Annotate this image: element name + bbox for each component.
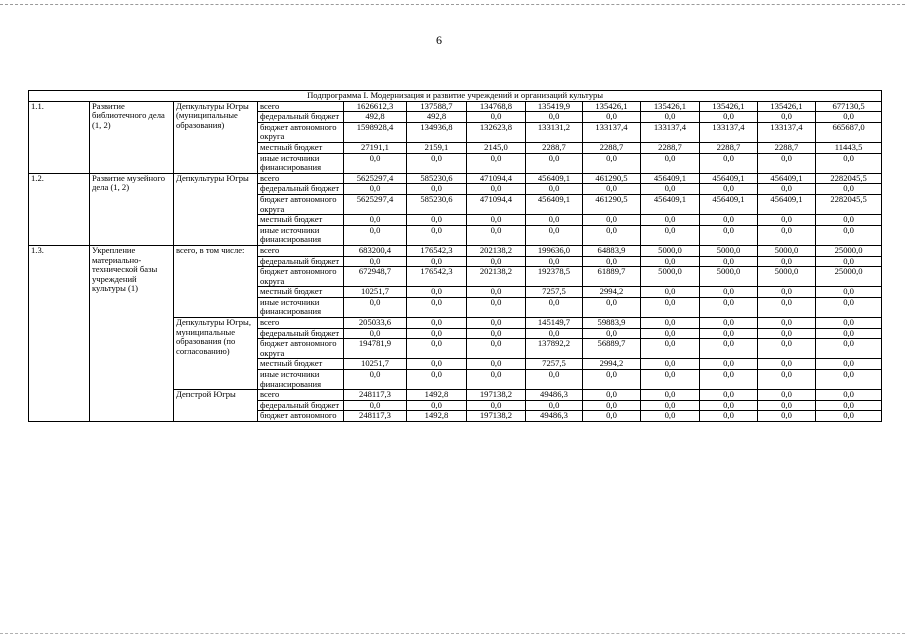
funding-source-cell: всего xyxy=(258,390,344,401)
value-cell: 0,0 xyxy=(816,390,882,401)
value-cell: 0,0 xyxy=(758,184,816,195)
value-cell: 0,0 xyxy=(467,215,526,226)
value-cell: 0,0 xyxy=(700,400,758,411)
value-cell: 0,0 xyxy=(344,256,407,267)
value-cell: 0,0 xyxy=(407,153,467,173)
value-cell: 2288,7 xyxy=(583,142,641,153)
value-cell: 0,0 xyxy=(526,297,583,317)
value-cell: 2994,2 xyxy=(583,287,641,298)
value-cell: 456409,1 xyxy=(758,173,816,184)
value-cell: 0,0 xyxy=(344,215,407,226)
value-cell: 0,0 xyxy=(816,328,882,339)
value-cell: 145149,7 xyxy=(526,318,583,329)
subprogram-title-row xyxy=(29,91,882,102)
value-cell: 471094,4 xyxy=(467,194,526,214)
value-cell: 10251,7 xyxy=(344,287,407,298)
value-cell: 137588,7 xyxy=(407,101,467,112)
value-cell: 0,0 xyxy=(344,153,407,173)
value-cell: 0,0 xyxy=(816,287,882,298)
value-cell: 64883,9 xyxy=(583,245,641,256)
value-cell: 5625297,4 xyxy=(344,194,407,214)
value-cell: 492,8 xyxy=(407,112,467,123)
value-cell: 0,0 xyxy=(641,411,700,422)
funding-source-cell: иные источники финансирования xyxy=(258,153,344,173)
value-cell: 0,0 xyxy=(700,153,758,173)
value-cell: 132623,8 xyxy=(467,122,526,142)
value-cell: 2288,7 xyxy=(758,142,816,153)
value-cell: 197138,2 xyxy=(467,390,526,401)
value-cell: 2288,7 xyxy=(526,142,583,153)
value-cell: 133137,4 xyxy=(700,122,758,142)
value-cell: 197138,2 xyxy=(467,411,526,422)
value-cell: 0,0 xyxy=(344,370,407,390)
value-cell: 585230,6 xyxy=(407,194,467,214)
value-cell: 0,0 xyxy=(700,390,758,401)
value-cell: 7257,5 xyxy=(526,359,583,370)
value-cell: 0,0 xyxy=(344,328,407,339)
value-cell: 5000,0 xyxy=(700,267,758,287)
value-cell: 0,0 xyxy=(583,328,641,339)
value-cell: 133137,4 xyxy=(758,122,816,142)
value-cell: 192378,5 xyxy=(526,267,583,287)
value-cell: 0,0 xyxy=(467,328,526,339)
value-cell: 1598928,4 xyxy=(344,122,407,142)
value-cell: 0,0 xyxy=(816,153,882,173)
value-cell: 1492,8 xyxy=(407,411,467,422)
item-number: 1.2. xyxy=(29,173,90,245)
value-cell: 0,0 xyxy=(758,215,816,226)
funding-source-cell: местный бюджет xyxy=(258,215,344,226)
value-cell: 135426,1 xyxy=(700,101,758,112)
value-cell: 0,0 xyxy=(700,359,758,370)
value-cell: 2282045,5 xyxy=(816,194,882,214)
value-cell: 0,0 xyxy=(758,225,816,245)
value-cell: 665687,0 xyxy=(816,122,882,142)
value-cell: 0,0 xyxy=(700,112,758,123)
value-cell: 0,0 xyxy=(700,215,758,226)
value-cell: 0,0 xyxy=(758,400,816,411)
value-cell: 0,0 xyxy=(407,297,467,317)
value-cell: 194781,9 xyxy=(344,339,407,359)
value-cell: 0,0 xyxy=(583,215,641,226)
item-name: Развитие библиотечного дела (1, 2) xyxy=(90,101,174,173)
value-cell: 0,0 xyxy=(700,370,758,390)
funding-source-cell: местный бюджет xyxy=(258,142,344,153)
value-cell: 0,0 xyxy=(641,153,700,173)
value-cell: 135419,9 xyxy=(526,101,583,112)
value-cell: 0,0 xyxy=(758,112,816,123)
value-cell: 0,0 xyxy=(467,297,526,317)
value-cell: 456409,1 xyxy=(758,194,816,214)
value-cell: 0,0 xyxy=(700,411,758,422)
table-row xyxy=(29,101,882,112)
value-cell: 137892,2 xyxy=(526,339,583,359)
funding-source-cell: федеральный бюджет xyxy=(258,112,344,123)
value-cell: 248117,3 xyxy=(344,411,407,422)
value-cell: 134936,8 xyxy=(407,122,467,142)
value-cell: 205033,6 xyxy=(344,318,407,329)
executor-cell: Депкультуры Югры (муниципальные образования) xyxy=(174,101,258,173)
value-cell: 0,0 xyxy=(407,370,467,390)
value-cell: 133137,4 xyxy=(583,122,641,142)
value-cell: 0,0 xyxy=(758,153,816,173)
value-cell: 0,0 xyxy=(700,256,758,267)
value-cell: 5000,0 xyxy=(758,267,816,287)
value-cell: 0,0 xyxy=(816,370,882,390)
value-cell: 461290,5 xyxy=(583,173,641,184)
value-cell: 0,0 xyxy=(467,153,526,173)
value-cell: 176542,3 xyxy=(407,245,467,256)
value-cell: 0,0 xyxy=(467,400,526,411)
value-cell: 0,0 xyxy=(816,112,882,123)
item-number: 1.3. xyxy=(29,245,90,421)
value-cell: 5000,0 xyxy=(641,245,700,256)
value-cell: 0,0 xyxy=(583,112,641,123)
value-cell: 677130,5 xyxy=(816,101,882,112)
value-cell: 176542,3 xyxy=(407,267,467,287)
value-cell: 0,0 xyxy=(526,184,583,195)
value-cell: 0,0 xyxy=(467,370,526,390)
value-cell: 471094,4 xyxy=(467,173,526,184)
value-cell: 49486,3 xyxy=(526,390,583,401)
value-cell: 0,0 xyxy=(641,318,700,329)
value-cell: 56889,7 xyxy=(583,339,641,359)
value-cell: 135426,1 xyxy=(583,101,641,112)
value-cell: 0,0 xyxy=(467,339,526,359)
value-cell: 0,0 xyxy=(816,215,882,226)
item-name: Развитие музейного дела (1, 2) xyxy=(90,173,174,245)
value-cell: 0,0 xyxy=(700,339,758,359)
funding-source-cell: федеральный бюджет xyxy=(258,256,344,267)
value-cell: 5000,0 xyxy=(641,267,700,287)
value-cell: 0,0 xyxy=(641,370,700,390)
value-cell: 5000,0 xyxy=(758,245,816,256)
value-cell: 0,0 xyxy=(816,339,882,359)
value-cell: 0,0 xyxy=(758,370,816,390)
funding-source-cell: всего xyxy=(258,173,344,184)
executor-cell: Депстрой Югры xyxy=(174,390,258,422)
value-cell: 25000,0 xyxy=(816,267,882,287)
value-cell: 0,0 xyxy=(526,256,583,267)
value-cell: 2288,7 xyxy=(641,142,700,153)
value-cell: 5000,0 xyxy=(700,245,758,256)
top-scan-line xyxy=(0,4,905,5)
value-cell: 0,0 xyxy=(407,328,467,339)
value-cell: 0,0 xyxy=(344,297,407,317)
value-cell: 0,0 xyxy=(758,328,816,339)
value-cell: 0,0 xyxy=(758,359,816,370)
value-cell: 456409,1 xyxy=(700,194,758,214)
value-cell: 0,0 xyxy=(407,256,467,267)
value-cell: 0,0 xyxy=(583,153,641,173)
value-cell: 0,0 xyxy=(816,297,882,317)
value-cell: 0,0 xyxy=(758,256,816,267)
table-row xyxy=(29,173,882,184)
value-cell: 59883,9 xyxy=(583,318,641,329)
value-cell: 0,0 xyxy=(641,225,700,245)
value-cell: 0,0 xyxy=(526,400,583,411)
value-cell: 0,0 xyxy=(407,339,467,359)
funding-source-cell: бюджет автономного округа xyxy=(258,339,344,359)
value-cell: 0,0 xyxy=(526,370,583,390)
value-cell: 133131,2 xyxy=(526,122,583,142)
value-cell: 0,0 xyxy=(641,297,700,317)
value-cell: 0,0 xyxy=(816,400,882,411)
value-cell: 2282045,5 xyxy=(816,173,882,184)
value-cell: 0,0 xyxy=(467,287,526,298)
value-cell: 456409,1 xyxy=(700,173,758,184)
value-cell: 134768,8 xyxy=(467,101,526,112)
value-cell: 0,0 xyxy=(700,328,758,339)
value-cell: 672948,7 xyxy=(344,267,407,287)
funding-source-cell: бюджет автономного округа xyxy=(258,122,344,142)
value-cell: 0,0 xyxy=(467,256,526,267)
value-cell: 0,0 xyxy=(407,184,467,195)
funding-source-cell: всего xyxy=(258,101,344,112)
value-cell: 0,0 xyxy=(816,411,882,422)
value-cell: 0,0 xyxy=(467,318,526,329)
value-cell: 0,0 xyxy=(758,318,816,329)
value-cell: 0,0 xyxy=(583,184,641,195)
value-cell: 0,0 xyxy=(816,359,882,370)
value-cell: 456409,1 xyxy=(526,173,583,184)
funding-source-cell: федеральный бюджет xyxy=(258,328,344,339)
value-cell: 0,0 xyxy=(816,256,882,267)
value-cell: 1492,8 xyxy=(407,390,467,401)
value-cell: 2288,7 xyxy=(700,142,758,153)
value-cell: 5625297,4 xyxy=(344,173,407,184)
value-cell: 456409,1 xyxy=(526,194,583,214)
value-cell: 27191,1 xyxy=(344,142,407,153)
value-cell: 0,0 xyxy=(407,359,467,370)
value-cell: 0,0 xyxy=(816,318,882,329)
value-cell: 492,8 xyxy=(344,112,407,123)
value-cell: 456409,1 xyxy=(641,194,700,214)
executor-cell: всего, в том числе: xyxy=(174,245,258,317)
value-cell: 0,0 xyxy=(467,112,526,123)
value-cell: 0,0 xyxy=(758,411,816,422)
value-cell: 202138,2 xyxy=(467,245,526,256)
value-cell: 456409,1 xyxy=(641,173,700,184)
bottom-scan-line xyxy=(0,633,905,634)
value-cell: 0,0 xyxy=(407,287,467,298)
value-cell: 0,0 xyxy=(407,225,467,245)
value-cell: 0,0 xyxy=(344,225,407,245)
value-cell: 11443,5 xyxy=(816,142,882,153)
value-cell: 0,0 xyxy=(467,225,526,245)
funding-source-cell: иные источники финансирования xyxy=(258,225,344,245)
value-cell: 0,0 xyxy=(407,318,467,329)
value-cell: 0,0 xyxy=(526,215,583,226)
value-cell: 0,0 xyxy=(641,215,700,226)
value-cell: 0,0 xyxy=(641,400,700,411)
value-cell: 0,0 xyxy=(641,359,700,370)
value-cell: 2159,1 xyxy=(407,142,467,153)
funding-source-cell: иные источники финансирования xyxy=(258,370,344,390)
item-number: 1.1. xyxy=(29,101,90,173)
funding-source-cell: всего xyxy=(258,318,344,329)
value-cell: 683200,4 xyxy=(344,245,407,256)
funding-source-cell: местный бюджет xyxy=(258,359,344,370)
value-cell: 0,0 xyxy=(641,339,700,359)
page-number: 6 xyxy=(436,33,442,47)
value-cell: 0,0 xyxy=(583,370,641,390)
value-cell: 135426,1 xyxy=(641,101,700,112)
funding-source-cell: бюджет автономного xyxy=(258,411,344,422)
value-cell: 135426,1 xyxy=(758,101,816,112)
value-cell: 0,0 xyxy=(700,297,758,317)
funding-source-cell: бюджет автономного округа xyxy=(258,194,344,214)
value-cell: 25000,0 xyxy=(816,245,882,256)
value-cell: 0,0 xyxy=(526,112,583,123)
value-cell: 0,0 xyxy=(816,184,882,195)
funding-source-cell: федеральный бюджет xyxy=(258,400,344,411)
value-cell: 585230,6 xyxy=(407,173,467,184)
value-cell: 0,0 xyxy=(641,112,700,123)
value-cell: 0,0 xyxy=(641,184,700,195)
value-cell: 0,0 xyxy=(758,390,816,401)
value-cell: 0,0 xyxy=(467,359,526,370)
value-cell: 0,0 xyxy=(407,400,467,411)
value-cell: 0,0 xyxy=(758,287,816,298)
executor-cell: Депкультуры Югры, муниципальные образования (по согласованию) xyxy=(174,318,258,390)
value-cell: 0,0 xyxy=(526,328,583,339)
value-cell: 7257,5 xyxy=(526,287,583,298)
value-cell: 0,0 xyxy=(700,318,758,329)
funding-source-cell: всего xyxy=(258,245,344,256)
value-cell: 0,0 xyxy=(583,400,641,411)
value-cell: 0,0 xyxy=(467,184,526,195)
subprogram-title: Подпрограмма I. Модернизация и развитие учреждений и организаций культуры xyxy=(29,91,882,102)
value-cell: 0,0 xyxy=(583,297,641,317)
item-name: Укрепление материально-технической базы учреждений культуры (1) xyxy=(90,245,174,421)
funding-source-cell: федеральный бюджет xyxy=(258,184,344,195)
funding-source-cell: бюджет автономного округа xyxy=(258,267,344,287)
value-cell: 199636,0 xyxy=(526,245,583,256)
value-cell: 202138,2 xyxy=(467,267,526,287)
value-cell: 0,0 xyxy=(641,328,700,339)
executor-cell: Депкультуры Югры xyxy=(174,173,258,245)
value-cell: 0,0 xyxy=(758,339,816,359)
value-cell: 0,0 xyxy=(816,225,882,245)
value-cell: 0,0 xyxy=(641,256,700,267)
value-cell: 61889,7 xyxy=(583,267,641,287)
value-cell: 0,0 xyxy=(344,184,407,195)
value-cell: 49486,3 xyxy=(526,411,583,422)
value-cell: 2994,2 xyxy=(583,359,641,370)
value-cell: 0,0 xyxy=(700,287,758,298)
value-cell: 2145,0 xyxy=(467,142,526,153)
value-cell: 1626612,3 xyxy=(344,101,407,112)
funding-source-cell: местный бюджет xyxy=(258,287,344,298)
value-cell: 10251,7 xyxy=(344,359,407,370)
table-row xyxy=(29,245,882,256)
value-cell: 0,0 xyxy=(583,411,641,422)
value-cell: 0,0 xyxy=(344,400,407,411)
value-cell: 0,0 xyxy=(758,297,816,317)
value-cell: 0,0 xyxy=(407,215,467,226)
value-cell: 0,0 xyxy=(526,225,583,245)
value-cell: 461290,5 xyxy=(583,194,641,214)
financing-table xyxy=(28,90,882,422)
value-cell: 0,0 xyxy=(700,184,758,195)
value-cell: 0,0 xyxy=(641,287,700,298)
value-cell: 0,0 xyxy=(583,225,641,245)
funding-source-cell: иные источники финансирования xyxy=(258,297,344,317)
value-cell: 0,0 xyxy=(700,225,758,245)
value-cell: 0,0 xyxy=(583,256,641,267)
value-cell: 0,0 xyxy=(526,153,583,173)
value-cell: 0,0 xyxy=(583,390,641,401)
value-cell: 0,0 xyxy=(641,390,700,401)
value-cell: 248117,3 xyxy=(344,390,407,401)
value-cell: 133137,4 xyxy=(641,122,700,142)
